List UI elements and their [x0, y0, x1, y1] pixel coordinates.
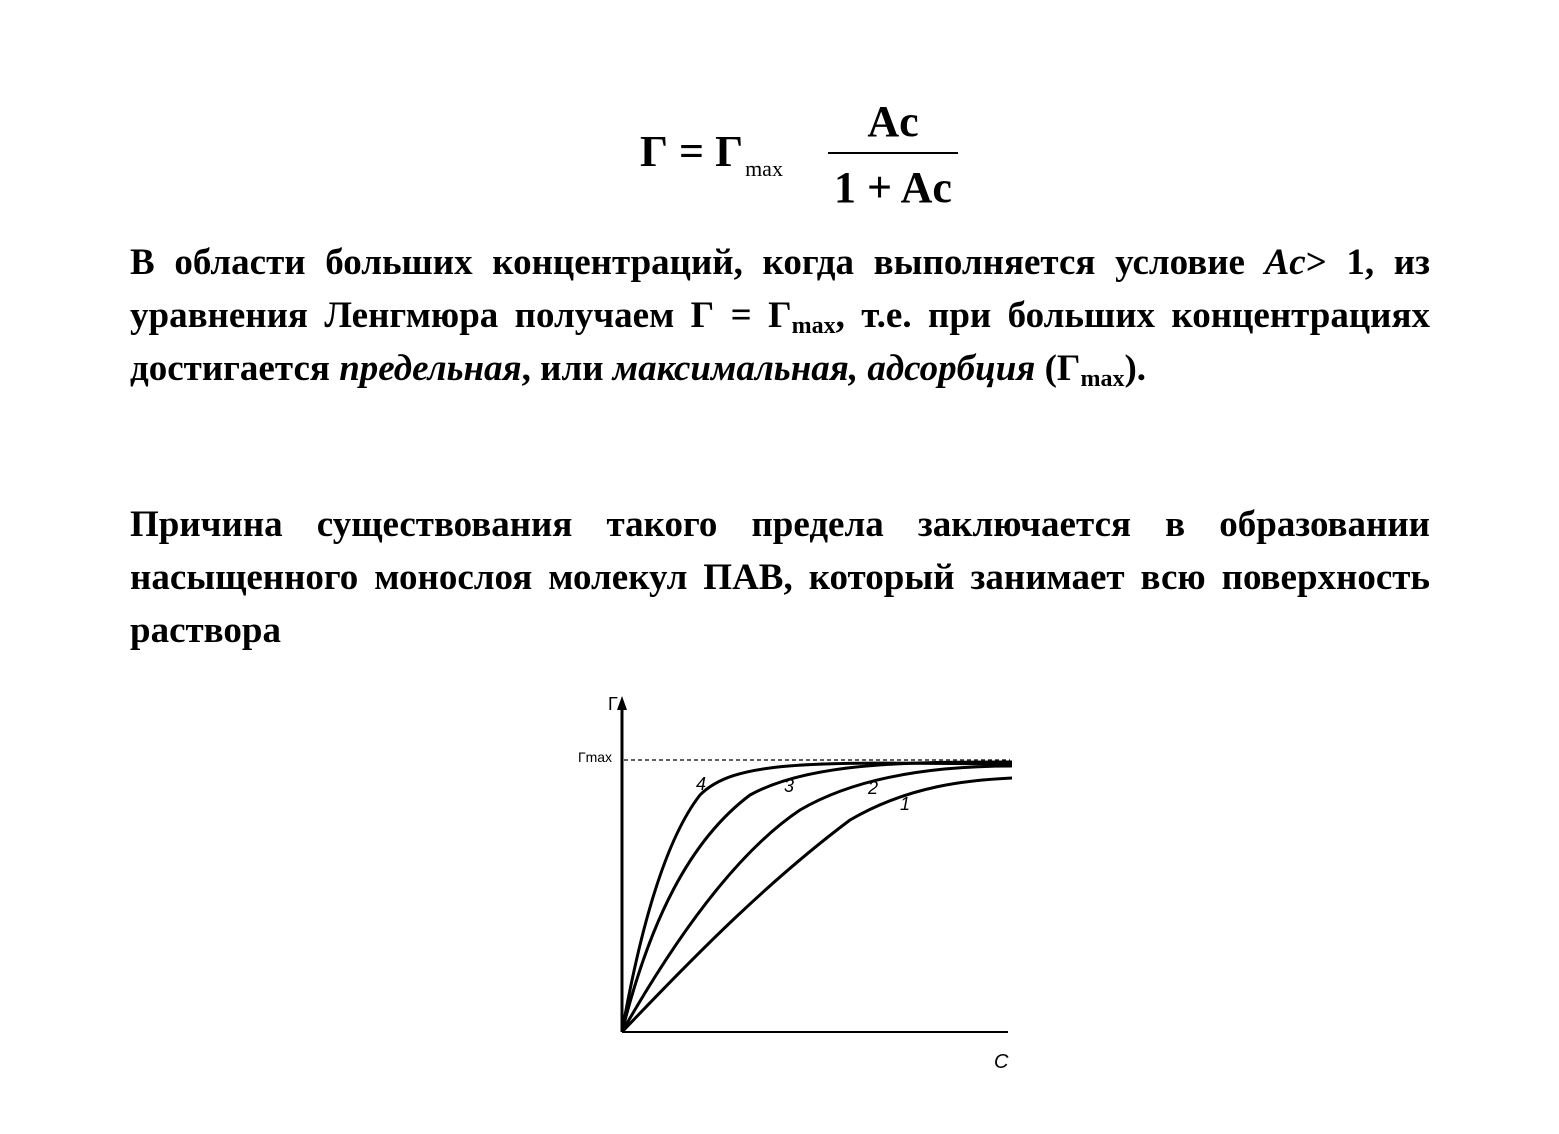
formula-denominator: 1 + Ac [834, 163, 952, 212]
p1-text-5: (Г [1035, 348, 1081, 389]
formula-lhs [640, 126, 783, 181]
p1-sub-max-2: max [1080, 366, 1125, 392]
p1-italic-ac: Ac [1264, 242, 1306, 283]
paragraph-high-concentration [130, 236, 1430, 395]
formula-numerator: Ac [867, 97, 919, 146]
y-axis-arrow [617, 696, 627, 710]
p1-text-6: ). [1124, 348, 1147, 389]
curve-label-2: 2 [868, 778, 879, 798]
isotherm-curve-2 [622, 766, 1012, 1032]
p1-sub-max-1: max [791, 313, 836, 339]
curve-label-3: 3 [784, 776, 795, 796]
formula-lhs-text: Г = Г [640, 127, 744, 176]
formula-lhs-subscript: max [745, 156, 783, 181]
p1-text-2: > 1, из уравнения Ленгмюра получаем Г = Г [130, 242, 1430, 336]
formula-fraction-bar [828, 152, 958, 154]
p1-text-3: , т.е. при больших концентрациях достигается [130, 295, 1431, 389]
p1-italic-limit: предельная [339, 348, 522, 389]
curve-label-1: 1 [900, 794, 911, 814]
y-axis-label: Г [608, 694, 618, 714]
p1-text-1: В области больших концентраций, когда выполняется условие [130, 242, 1265, 283]
adsorption-isotherms-chart [570, 690, 1030, 1080]
gamma-max-label: Гmax [578, 749, 613, 765]
paragraph-monolayer: Причина существования такого предела заключается в образовании насыщенного монослоя молекул ПАВ, который занимает всю поверхность раствора [130, 504, 1430, 651]
p1-text-4: , или [521, 348, 613, 389]
isotherm-curve-1 [622, 778, 1012, 1032]
curve-label-4: 4 [696, 774, 707, 794]
x-axis-label: C [994, 1051, 1009, 1073]
p1-italic-max-adsorption: максимальная, адсорбция [612, 348, 1036, 389]
isotherm-curve-4 [622, 763, 1012, 1032]
